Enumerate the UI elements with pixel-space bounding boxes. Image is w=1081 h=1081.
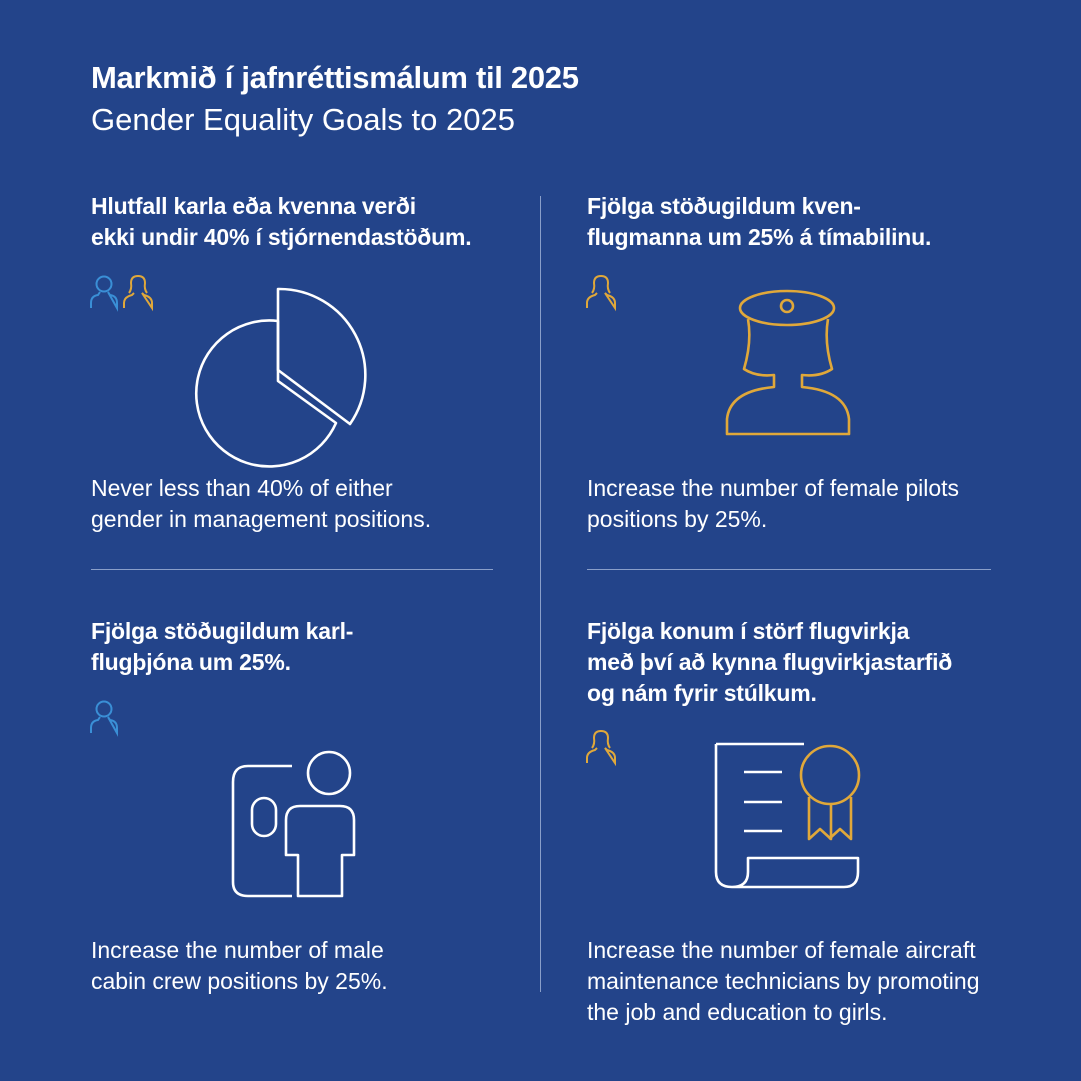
male-person-icon [89,699,123,735]
goal-heading: Fjölga konum í störf flugvirkja með því að kynna flugvirkjastarfið og nám fyrir stúlkum. [587,618,953,706]
pie-chart-icon [212,283,372,443]
goal-description: Never less than 40% of either gender in management positions. [91,475,432,532]
goal-heading: Hlutfall karla eða kvenna verði ekki undir 40% í stjórnendastöðum. [91,193,472,250]
vertical-divider [540,196,541,992]
female-pilot-icon [722,287,852,439]
page-title: Markmið í jafnréttismálum til 2025 [91,60,579,95]
page-subtitle: Gender Equality Goals to 2025 [91,102,515,137]
cabin-crew-icon [230,748,360,900]
female-person-icon [585,729,619,765]
goal-description: Increase the number of female aircraft maintenance technicians by promoting the job and education to girls. [587,937,980,1025]
goal-heading: Fjölga stöðugildum karl- flugþjóna um 25%. [91,618,354,675]
horizontal-divider-left [91,569,493,570]
male-person-icon [89,274,123,310]
female-person-icon [585,274,619,310]
goal-description: Increase the number of female pilots positions by 25%. [587,475,960,532]
goal-description: Increase the number of male cabin crew positions by 25%. [91,937,388,994]
certificate-icon [712,742,862,890]
goal-heading: Fjölga stöðugildum kven- flugmanna um 25% á tímabilinu. [587,193,932,250]
female-person-icon [122,274,156,310]
horizontal-divider-right [587,569,991,570]
